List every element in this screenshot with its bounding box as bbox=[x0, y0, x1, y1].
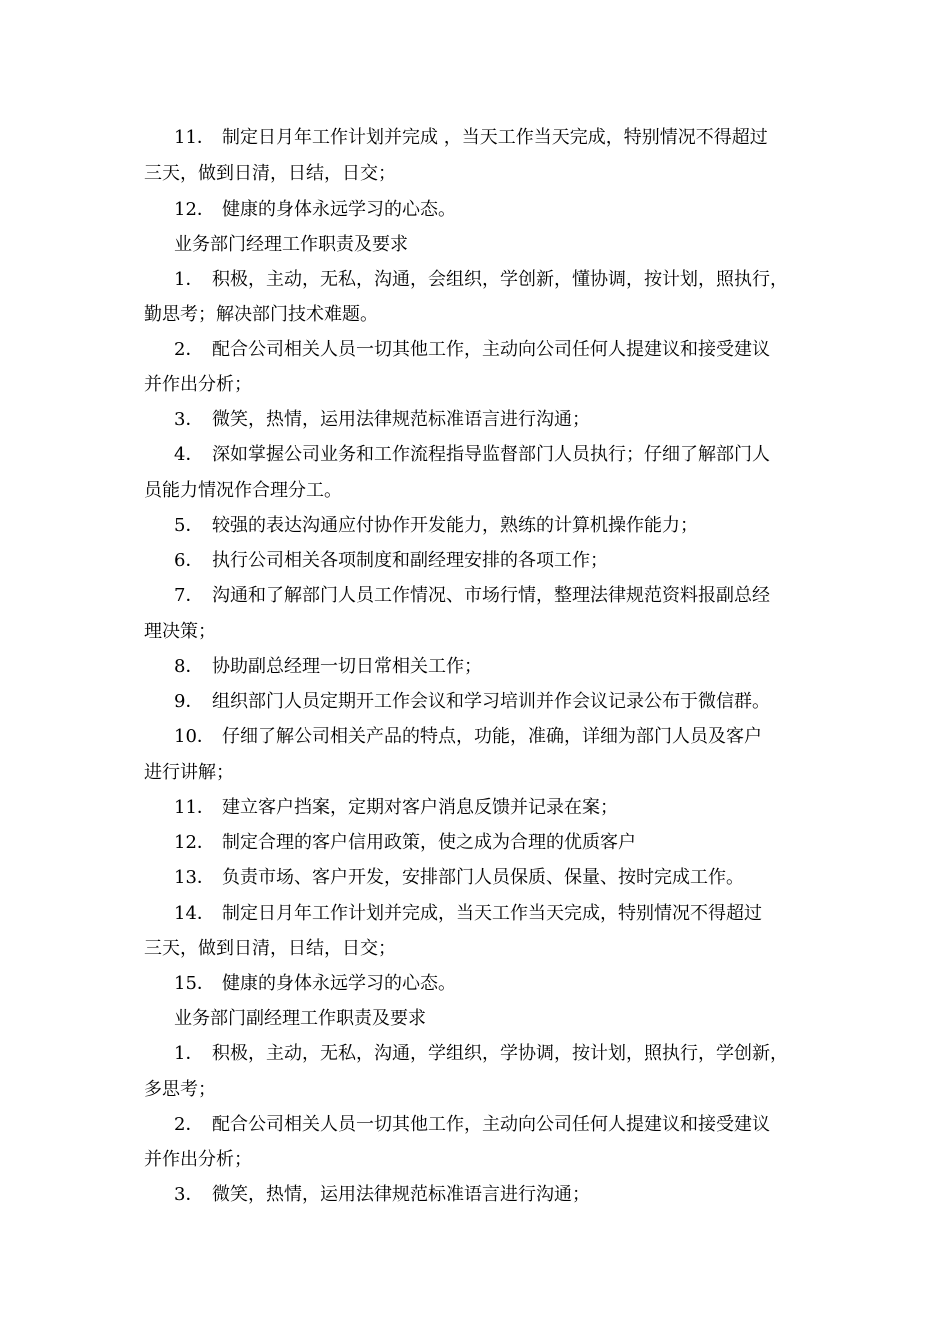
list-item-continuation: 勤思考；解决部门技术难题。 bbox=[144, 304, 378, 325]
item-number: 8． bbox=[174, 656, 204, 677]
item-number: 14． bbox=[174, 903, 215, 924]
item-number: 12． bbox=[174, 832, 215, 853]
list-item bbox=[174, 514, 854, 538]
list-item bbox=[174, 408, 854, 432]
item-text: 积极，主动，无私，沟通，学组织，学协调，按计划，照执行，学创新， bbox=[212, 1043, 788, 1064]
list-item bbox=[174, 972, 854, 996]
list-item bbox=[174, 268, 854, 292]
item-number: 3． bbox=[174, 409, 204, 430]
item-text: 制定合理的客户信用政策，使之成为合理的优质客户 bbox=[222, 832, 636, 853]
item-text: 配合公司相关人员一切其他工作，主动向公司任何人提建议和接受建议 bbox=[212, 1114, 770, 1135]
list-item bbox=[174, 198, 854, 222]
item-number: 3． bbox=[174, 1184, 204, 1205]
list-item bbox=[174, 126, 854, 150]
list-item bbox=[174, 1113, 854, 1137]
item-number: 1． bbox=[174, 1043, 204, 1064]
list-item-continuation: 三天，做到日清，日结，日交； bbox=[144, 163, 396, 184]
item-number: 9． bbox=[174, 691, 204, 712]
list-item-continuation: 进行讲解； bbox=[144, 762, 234, 783]
item-text: 健康的身体永远学习的心态。 bbox=[222, 199, 456, 220]
list-item-continuation: 员能力情况作合理分工。 bbox=[144, 480, 342, 501]
item-text: 仔细了解公司相关产品的特点，功能，准确，详细为部门人员及客户 bbox=[222, 726, 762, 747]
list-item bbox=[174, 866, 854, 890]
item-text: 负责市场、客户开发，安排部门人员保质、保量、按时完成工作。 bbox=[222, 867, 744, 888]
item-number: 11． bbox=[174, 797, 215, 818]
list-item bbox=[174, 1042, 854, 1066]
list-item bbox=[174, 725, 854, 749]
list-item bbox=[174, 902, 854, 926]
item-text: 积极，主动，无私，沟通，会组织，学创新，懂协调，按计划，照执行， bbox=[212, 269, 788, 290]
item-text: 执行公司相关各项制度和副经理安排的各项工作； bbox=[212, 550, 608, 571]
item-text: 沟通和了解部门人员工作情况、市场行情，整理法律规范资料报副总经 bbox=[212, 585, 770, 606]
item-text: 制定日月年工作计划并完成 ，当天工作当天完成，特别情况不得超过 bbox=[222, 127, 768, 148]
item-number: 11． bbox=[174, 127, 215, 148]
section-heading: 业务部门经理工作职责及要求 bbox=[174, 234, 408, 255]
item-text: 健康的身体永远学习的心态。 bbox=[222, 973, 456, 994]
list-item-continuation: 三天，做到日清，日结，日交； bbox=[144, 938, 396, 959]
item-text: 组织部门人员定期开工作会议和学习培训并作会议记录公布于微信群。 bbox=[212, 691, 770, 712]
list-item-continuation: 多思考； bbox=[144, 1079, 216, 1100]
item-number: 12． bbox=[174, 199, 215, 220]
item-text: 较强的表达沟通应付协作开发能力，熟练的计算机操作能力； bbox=[212, 515, 698, 536]
item-number: 2． bbox=[174, 1114, 204, 1135]
list-item bbox=[174, 443, 854, 467]
list-item-continuation: 并作出分析； bbox=[144, 1149, 252, 1170]
list-item bbox=[174, 1183, 854, 1207]
section-heading: 业务部门副经理工作职责及要求 bbox=[174, 1008, 426, 1029]
item-text: 配合公司相关人员一切其他工作，主动向公司任何人提建议和接受建议 bbox=[212, 339, 770, 360]
item-number: 13． bbox=[174, 867, 215, 888]
list-item bbox=[174, 831, 854, 855]
item-text: 微笑，热情，运用法律规范标准语言进行沟通； bbox=[212, 1184, 590, 1205]
list-item bbox=[174, 549, 854, 573]
item-number: 10． bbox=[174, 726, 215, 747]
item-number: 15． bbox=[174, 973, 215, 994]
item-number: 1． bbox=[174, 269, 204, 290]
list-item bbox=[174, 796, 854, 820]
list-item-continuation: 并作出分析； bbox=[144, 374, 252, 395]
list-item bbox=[174, 690, 854, 714]
list-item-continuation: 理决策； bbox=[144, 621, 216, 642]
item-text: 深如掌握公司业务和工作流程指导监督部门人员执行；仔细了解部门人 bbox=[212, 444, 770, 465]
list-item bbox=[174, 338, 854, 362]
item-number: 5． bbox=[174, 515, 204, 536]
list-item bbox=[174, 655, 854, 679]
item-text: 协助副总经理一切日常相关工作； bbox=[212, 656, 482, 677]
item-text: 制定日月年工作计划并完成，当天工作当天完成，特别情况不得超过 bbox=[222, 903, 762, 924]
list-item bbox=[174, 584, 854, 608]
item-text: 建立客户挡案，定期对客户消息反馈并记录在案； bbox=[222, 797, 618, 818]
item-number: 4． bbox=[174, 444, 204, 465]
item-number: 2． bbox=[174, 339, 204, 360]
item-number: 7． bbox=[174, 585, 204, 606]
item-number: 6． bbox=[174, 550, 204, 571]
item-text: 微笑，热情，运用法律规范标准语言进行沟通； bbox=[212, 409, 590, 430]
